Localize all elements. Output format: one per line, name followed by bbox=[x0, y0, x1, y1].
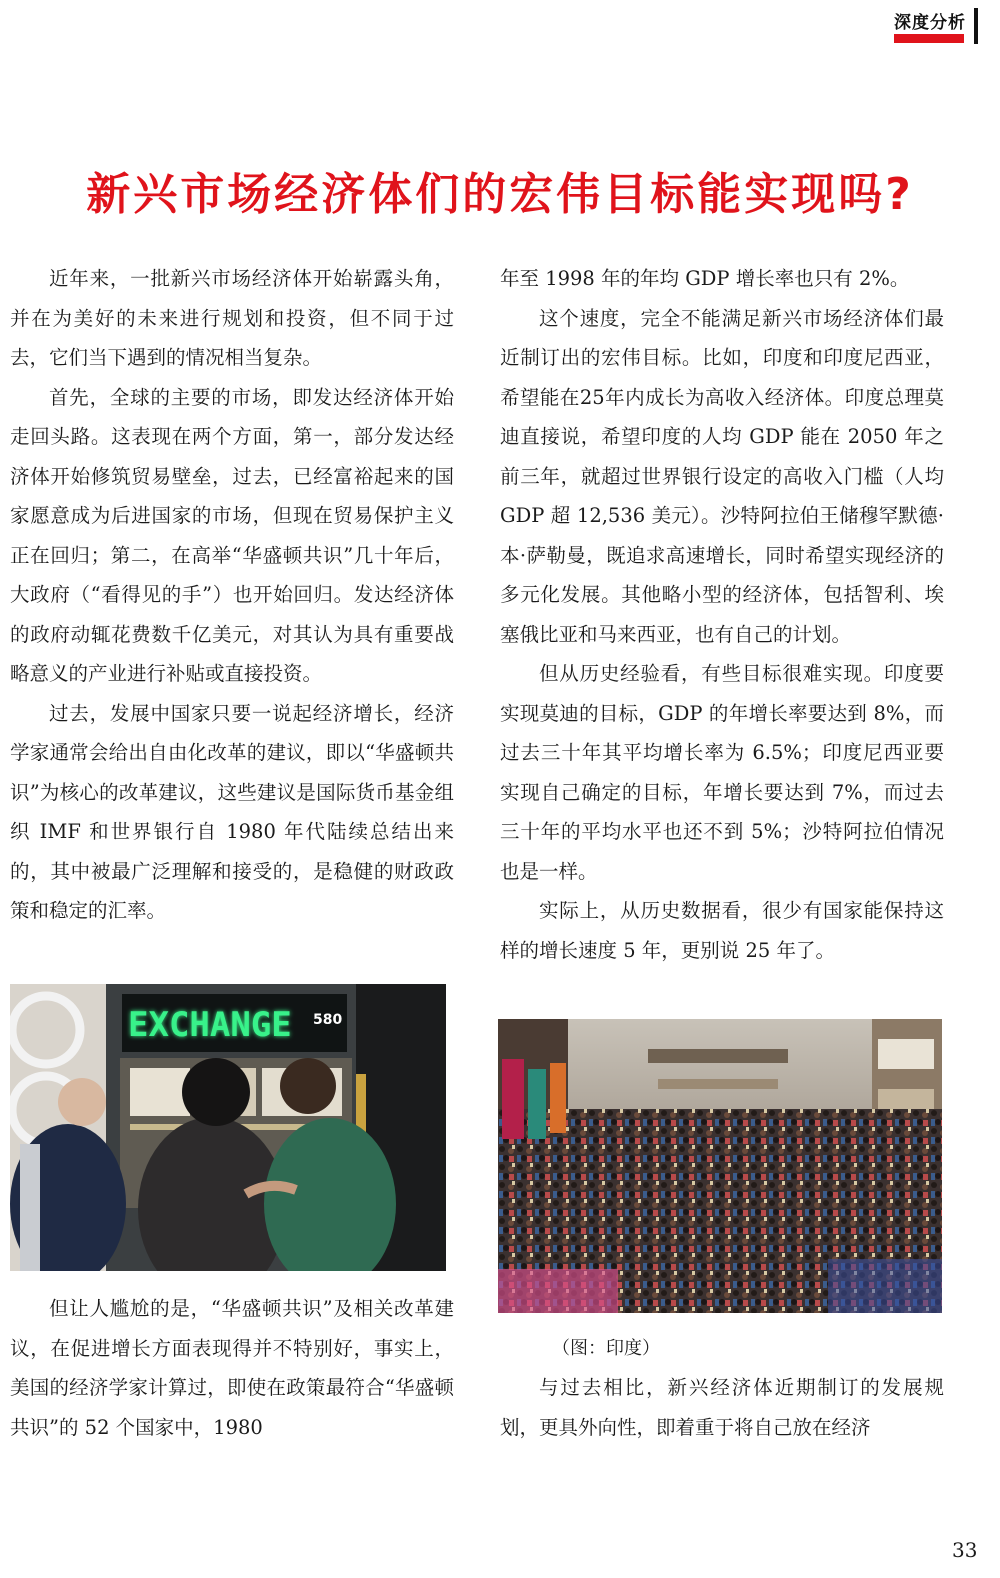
paragraph: 但从历史经验看，有些目标很难实现。印度要实现莫迪的目标，GDP 的年增长率要达到 8%，而过去三十年其平均增长率为 6.5%；印度尼西亚要实现自己确定的目标，年增长要达到 7%，而过去三十年的平均水平也还不到 5%；沙特阿拉伯情况也是一样。 bbox=[500, 662, 944, 883]
exchange-photo bbox=[10, 984, 446, 1271]
left-column-bottom bbox=[10, 1289, 454, 1447]
article-title: 新兴市场经济体们的宏伟目标能实现吗? bbox=[86, 169, 914, 220]
exchange-sign: EXCHANGE bbox=[128, 1005, 292, 1045]
paragraph: 实际上，从历史数据看，很少有国家能保持这样的增长速度 5 年，更别说 25 年了。 bbox=[500, 899, 944, 962]
paragraph: 过去，发展中国家只要一说起经济增长，经济学家通常会给出自由化改革的建议，即以“华盛顿共识”为核心的改革建议，这些建议是国际货币基金组织 IMF 和世界银行自 1980 年代陆续总结出来的，其中被最广泛理解和接受的，是稳健的财政政策和稳定的汇率。 bbox=[10, 701, 454, 922]
photo-caption: （图：印度） bbox=[552, 1338, 660, 1359]
paragraph-continued: 年至 1998 年的年均 GDP 增长率也只有 2%。 bbox=[500, 267, 910, 290]
crowded-market-photo bbox=[498, 1019, 942, 1313]
section-tag-underline bbox=[894, 34, 964, 43]
paragraph: 首先，全球的主要的市场，即发达经济体开始走回头路。这表现在两个方面，第一，部分发达经济体开始修筑贸易壁垒，过去，已经富裕起来的国家愿意成为后进国家的市场，但现在贸易保护主义正在回归；第二，在高举“华盛顿共识”几十年后，大政府（“看得见的手”）也开始回归。发达经济体的政府动辄花费数千亿美元，对其认为具有重要战略意义的产业进行补贴或直接投资。 bbox=[10, 385, 454, 685]
market-photo bbox=[498, 1019, 942, 1313]
right-column-bottom bbox=[500, 1368, 944, 1447]
paragraph: 这个速度，完全不能满足新兴市场经济体们最近制订出的宏伟目标。比如，印度和印度尼西亚，希望能在25年内成长为高收入经济体。印度总理莫迪直接说，希望印度的人均 GDP 能在 2050 年之前三年，就超过世界银行设定的高收入门槛（人均 GDP 超 12,536 美元）。沙特阿拉伯王储穆罕默德·本·萨勒曼，既追求高速增长，同时希望实现经济的多元化发展。其他略小型的经济体，包括智利、埃塞俄比亚和马来西亚，也有自己的计划。 bbox=[500, 306, 944, 646]
section-tag: 深度分析 bbox=[894, 13, 966, 33]
paragraph: 与过去相比，新兴经济体近期制订的发展规划，更具外向性，即着重于将自己放在经济 bbox=[500, 1376, 944, 1439]
currency-exchange-photo bbox=[10, 984, 446, 1271]
page-number: 33 bbox=[952, 1538, 978, 1562]
exchange-sign-number: 580 bbox=[313, 1012, 343, 1028]
left-column-top bbox=[10, 259, 454, 931]
paragraph: 近年来，一批新兴市场经济体开始崭露头角，并在为美好的未来进行规划和投资，但不同于过去，它们当下遇到的情况相当复杂。 bbox=[10, 267, 454, 369]
section-tag-bar bbox=[974, 8, 978, 44]
right-column-top bbox=[500, 259, 944, 970]
paragraph: 但让人尴尬的是，“华盛顿共识”及相关改革建议，在促进增长方面表现得并不特别好，事实上，美国的经济学家计算过，即使在政策最符合“华盛顿共识”的 52 个国家中，1980 bbox=[10, 1297, 454, 1439]
